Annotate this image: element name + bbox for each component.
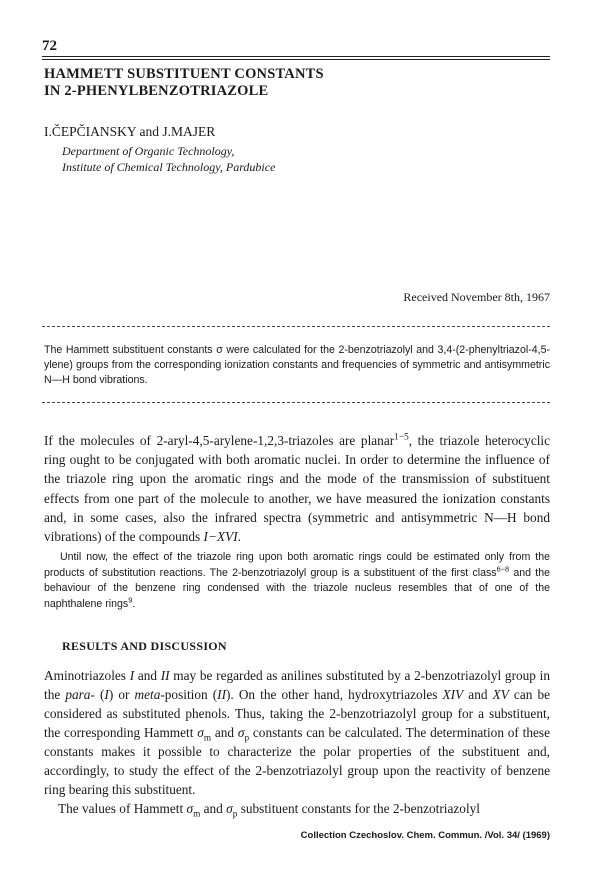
results-text: constants can be calculated. The determination of these constants makes it possible to characterize the polar properties of the substituent and, accordingly, to study the effect of the 2-benzotriazolyl group upon the reactivity of benzene ring bearing this substituent. [44, 725, 550, 797]
small-text-3: . [132, 597, 136, 610]
intro-text-1: If the molecules of 2-aryl-4,5-arylene-1,2,3-triazoles are planar [44, 433, 395, 448]
results-paragraph-2 [44, 799, 550, 818]
results-text: -position ( [160, 687, 218, 702]
subscript-p: p [244, 733, 250, 744]
sigma-symbol: σ [197, 725, 204, 740]
abstract: The Hammett substituent constants σ were calculated for the 2-benzotriazolyl and 3,4-(2-phenyltriazol-4,5-ylene) groups from the corresponding ionization constants and frequencies of symmetric and antisymmetric N—H bond vibrations. [44, 344, 550, 386]
affiliation-line-2: Institute of Chemical Technology, Pardubice [62, 160, 276, 174]
results-text: and [200, 801, 227, 816]
header-rule [42, 56, 550, 57]
compound-range: I−XVI [203, 529, 238, 545]
small-text-1: Until now, the effect of the triazole ring upon both aromatic rings could be estimated only from the products of substitution reactions. The 2-benzotriazolyl group is a substituent of the first class [44, 551, 550, 579]
results-paragraph [44, 666, 550, 799]
compound-label: XV [492, 687, 509, 702]
results-text: substituent constants for the 2-benzotriazolyl [237, 801, 480, 816]
results-text: ). On the other hand, hydroxytriazoles [226, 687, 443, 702]
abstract-top-rule [42, 326, 550, 327]
header-rule-secondary [42, 59, 550, 60]
compound-label: I [104, 687, 109, 702]
intro-text-3: . [237, 529, 241, 545]
affiliation-line-1: Department of Organic Technology, [62, 144, 235, 158]
received-date: Received November 8th, 1967 [403, 290, 550, 304]
intro-paragraph [44, 431, 550, 546]
subscript-m: m [203, 733, 212, 744]
results-text: ) or [108, 687, 135, 702]
compound-label: II [217, 687, 226, 702]
title-line-2: IN 2-PHENYLBENZOTRIAZOLE [44, 83, 269, 99]
section-heading: RESULTS AND DISCUSSION [62, 639, 227, 653]
sigma-symbol: σ [226, 801, 233, 816]
authors: I.ČEPČIANSKY and J.MAJER [44, 124, 216, 139]
results-text: may be regarded as anilines substituted by a 2-benzotriazolyl group in the [44, 668, 550, 702]
article-title [44, 66, 324, 100]
affiliation [62, 143, 275, 175]
reference-marker: 6−8 [496, 563, 510, 573]
subscript-p: p [232, 809, 238, 820]
subscript-m: m [193, 809, 201, 820]
small-paragraph [44, 550, 550, 612]
results-text: Aminotriazoles [44, 668, 130, 683]
results-text: and [211, 725, 238, 740]
page-number: 72 [42, 38, 57, 54]
results-text: can be considered as substituted phenols. Thus, taking the 2-benzotriazolyl group for a substituent, the corresponding Hammett [44, 687, 550, 740]
journal-footer: Collection Czechoslov. Chem. Commun. /Vol. 34/ (1969) [300, 830, 550, 841]
para-term: para- [65, 687, 95, 702]
meta-term: meta [134, 687, 161, 702]
compound-label: I [129, 668, 135, 683]
compound-label: II [160, 668, 170, 683]
results-text: and [463, 687, 493, 702]
compound-label: XIV [442, 687, 464, 702]
reference-marker: 1−5 [394, 432, 409, 443]
small-text-2: and the behaviour of the benzene ring condensed with the triazole nucleus resembles that of one of the naphthalene rings [44, 566, 550, 610]
results-text: The values of Hammett [58, 801, 187, 816]
sigma-symbol: σ [237, 725, 245, 740]
results-text: ( [94, 687, 105, 702]
title-line-1: HAMMETT SUBSTITUENT CONSTANTS [44, 66, 324, 82]
results-text: and [134, 668, 161, 683]
sigma-symbol: σ [186, 801, 194, 816]
reference-marker: 9 [128, 594, 133, 604]
intro-text-2: , the triazole heterocyclic ring ought to be conjugated with both aromatic nuclei. In order to determine the influence of the triazole ring upon the aromatic rings and the mode of the transmission of substituent effects from one part of the molecule to another, we have measured the ionization constants and, in some cases, also the infrared spectra (symmetric and antisymmetric N—H bond vibrations) of the compounds [44, 433, 551, 545]
abstract-bottom-rule [42, 402, 550, 403]
